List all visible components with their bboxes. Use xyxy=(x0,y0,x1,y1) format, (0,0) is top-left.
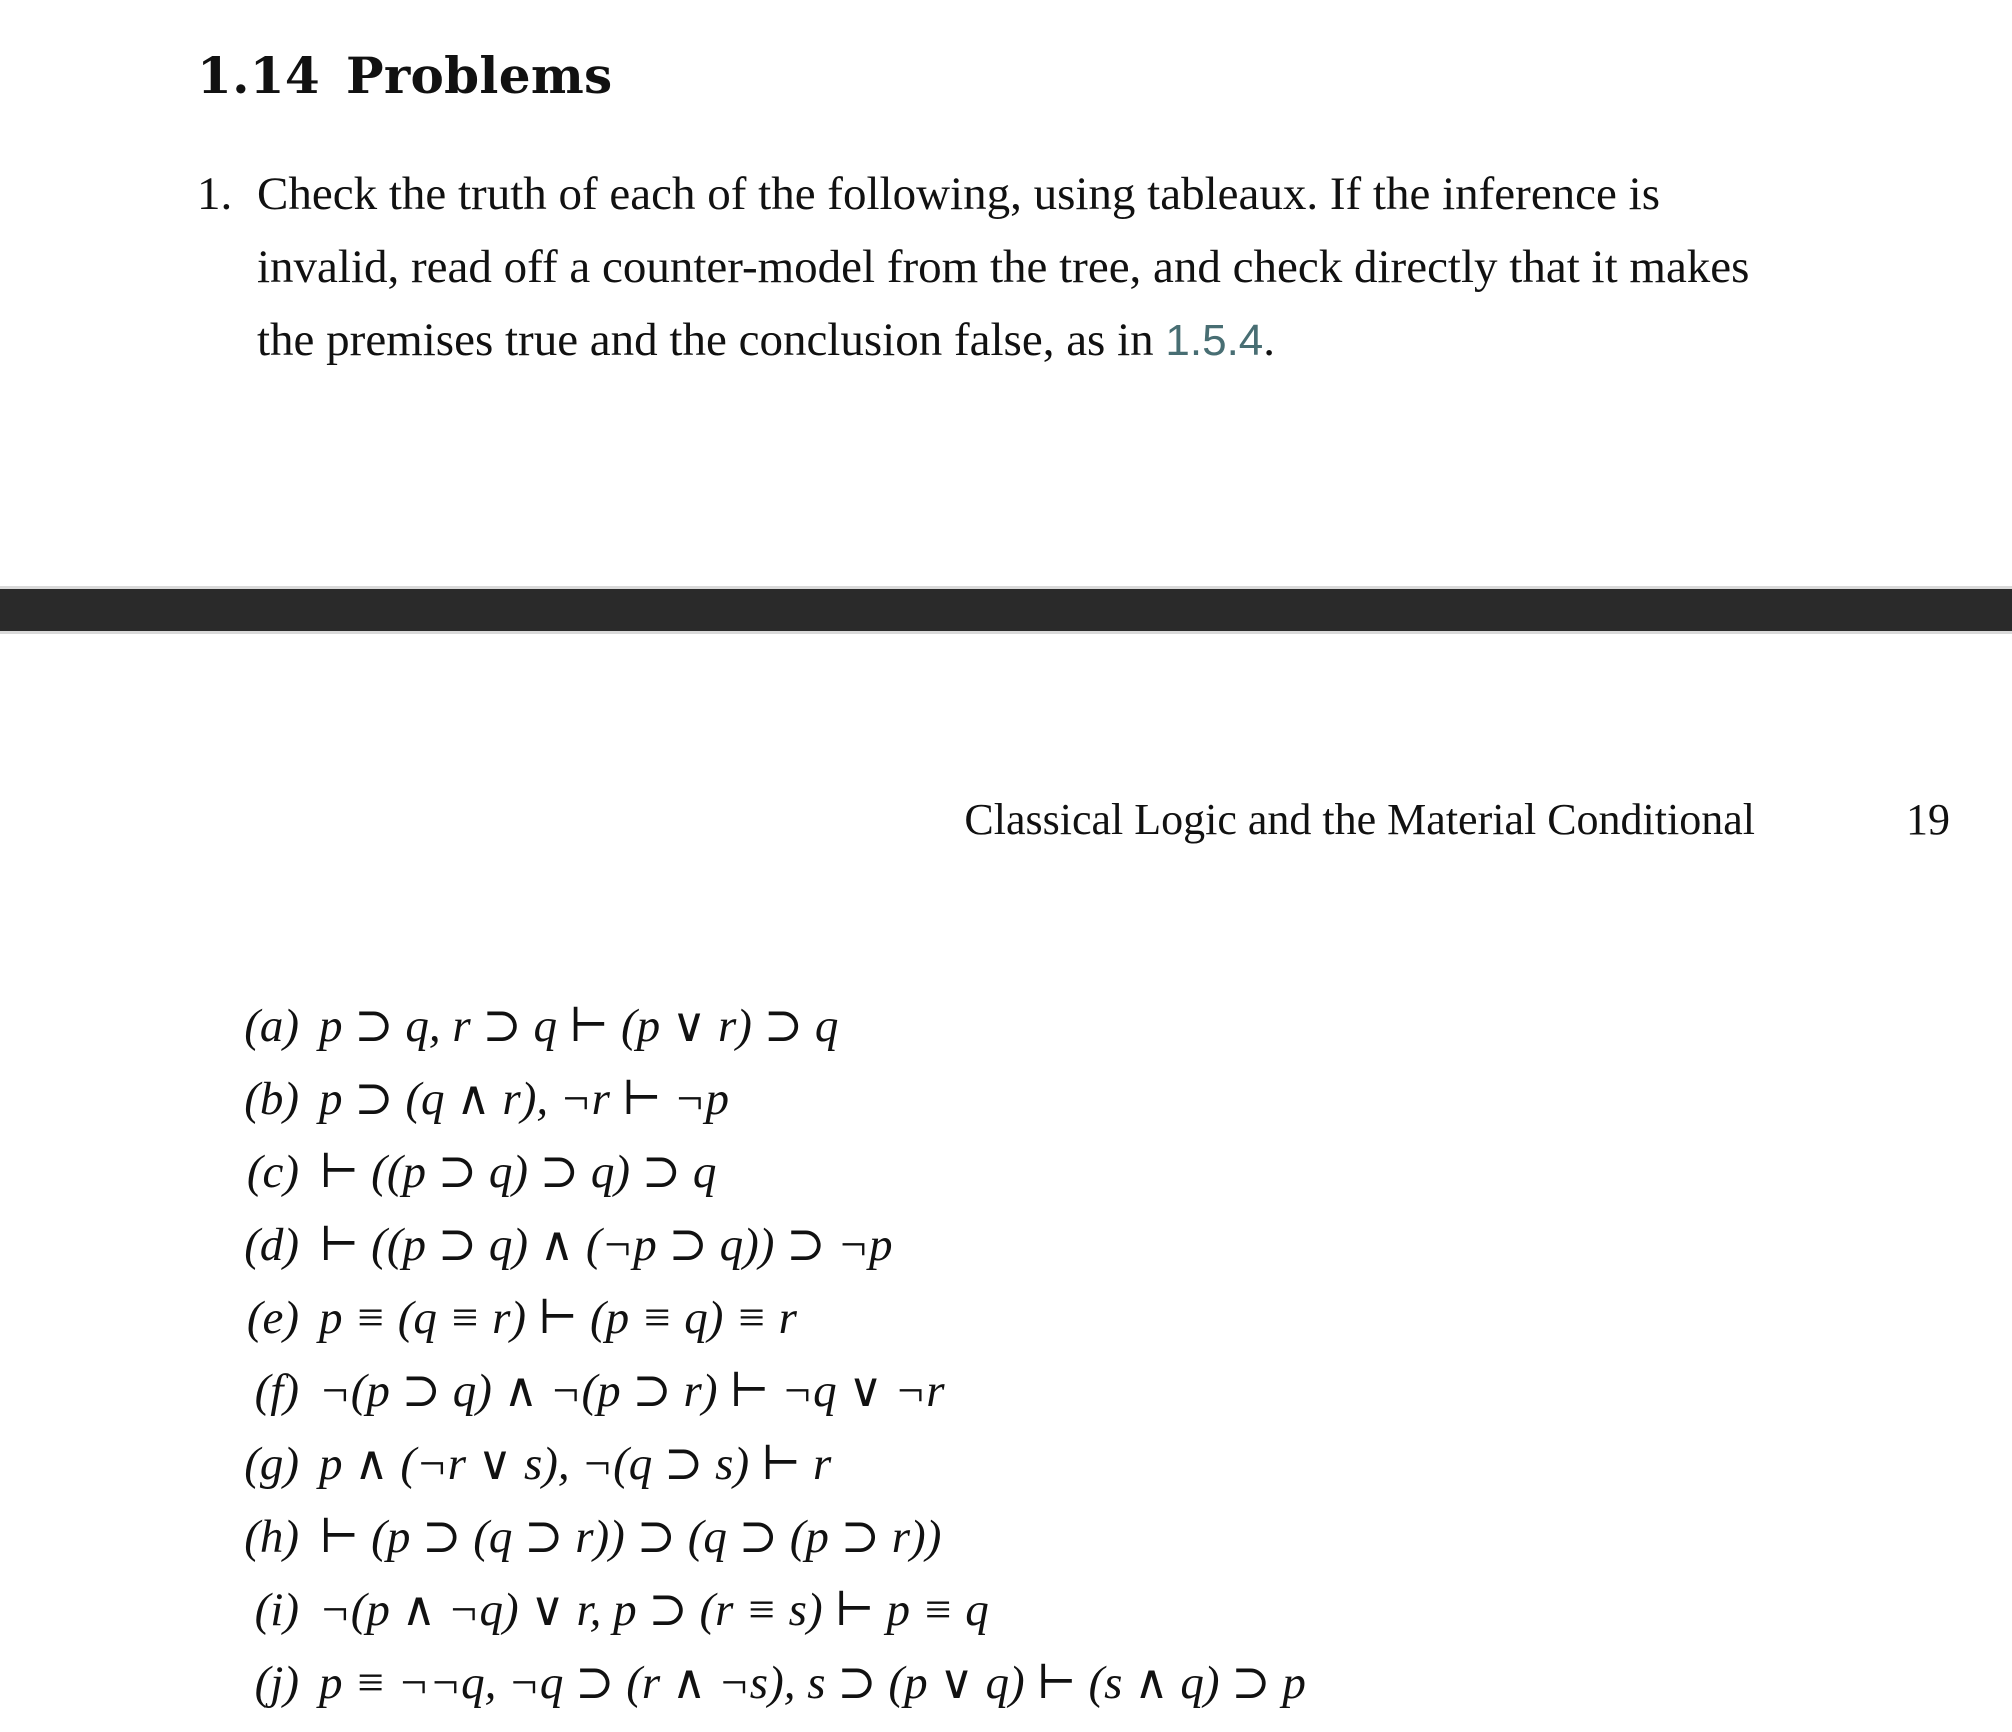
item-label: (g) xyxy=(244,1438,299,1490)
item-label: (i) xyxy=(254,1584,299,1636)
inference-list xyxy=(224,990,1306,1720)
problem-body: Check the truth of each of the following, using tableaux. If the inference is invalid, read off a counter-model from the tree, and check directly that it makes the premises true and the conclusion false, as in xyxy=(257,168,1750,366)
item-label: (a) xyxy=(244,1000,299,1052)
section-title: Problems xyxy=(345,46,613,105)
list-item xyxy=(224,1209,1306,1282)
item-formula: ⊢ ((p ⊃ q) ⊃ q) ⊃ q xyxy=(319,1146,717,1198)
item-label: (f) xyxy=(254,1365,299,1417)
cross-reference-link[interactable]: 1.5.4 xyxy=(1165,316,1264,365)
list-item xyxy=(224,1574,1306,1647)
item-label: (d) xyxy=(244,1219,299,1271)
section-heading xyxy=(197,40,613,112)
item-label: (e) xyxy=(246,1292,299,1344)
list-item xyxy=(224,1282,1306,1355)
item-label: (c) xyxy=(246,1146,299,1198)
item-formula: p ⊃ (q ∧ r), ¬r ⊢ ¬p xyxy=(319,1073,730,1125)
list-item xyxy=(224,1063,1306,1136)
list-item xyxy=(224,1355,1306,1428)
problem-1 xyxy=(197,158,1772,377)
item-formula: p ∧ (¬r ∨ s), ¬(q ⊃ s) ⊢ r xyxy=(319,1438,832,1490)
problem-end: . xyxy=(1263,314,1276,366)
item-label: (h) xyxy=(244,1511,299,1563)
page-number: 19 xyxy=(1906,795,1950,844)
item-formula: p ≡ (q ≡ r) ⊢ (p ≡ q) ≡ r xyxy=(319,1292,797,1344)
item-formula: ⊢ (p ⊃ (q ⊃ r)) ⊃ (q ⊃ (p ⊃ r)) xyxy=(319,1511,942,1563)
list-item xyxy=(224,1136,1306,1209)
list-item xyxy=(224,1647,1306,1720)
item-formula: p ⊃ q, r ⊃ q ⊢ (p ∨ r) ⊃ q xyxy=(319,1000,839,1052)
item-label: (b) xyxy=(244,1073,299,1125)
item-formula: ¬(p ⊃ q) ∧ ¬(p ⊃ r) ⊢ ¬q ∨ ¬r xyxy=(319,1365,945,1417)
list-item xyxy=(224,1501,1306,1574)
list-item xyxy=(224,990,1306,1063)
problem-number: 1. xyxy=(197,168,233,220)
running-header-title: Classical Logic and the Material Conditional xyxy=(964,795,1755,844)
item-formula: ⊢ ((p ⊃ q) ∧ (¬p ⊃ q)) ⊃ ¬p xyxy=(319,1219,893,1271)
item-label: (j) xyxy=(254,1657,299,1709)
section-number: 1.14 xyxy=(197,46,320,105)
list-item xyxy=(224,1428,1306,1501)
page-divider xyxy=(0,586,2012,634)
problem-text xyxy=(257,158,1772,377)
item-formula: ¬(p ∧ ¬q) ∨ r, p ⊃ (r ≡ s) ⊢ p ≡ q xyxy=(319,1584,989,1636)
item-formula: p ≡ ¬¬q, ¬q ⊃ (r ∧ ¬s), s ⊃ (p ∨ q) ⊢ (s ∧ q) ⊃ p xyxy=(319,1657,1306,1709)
